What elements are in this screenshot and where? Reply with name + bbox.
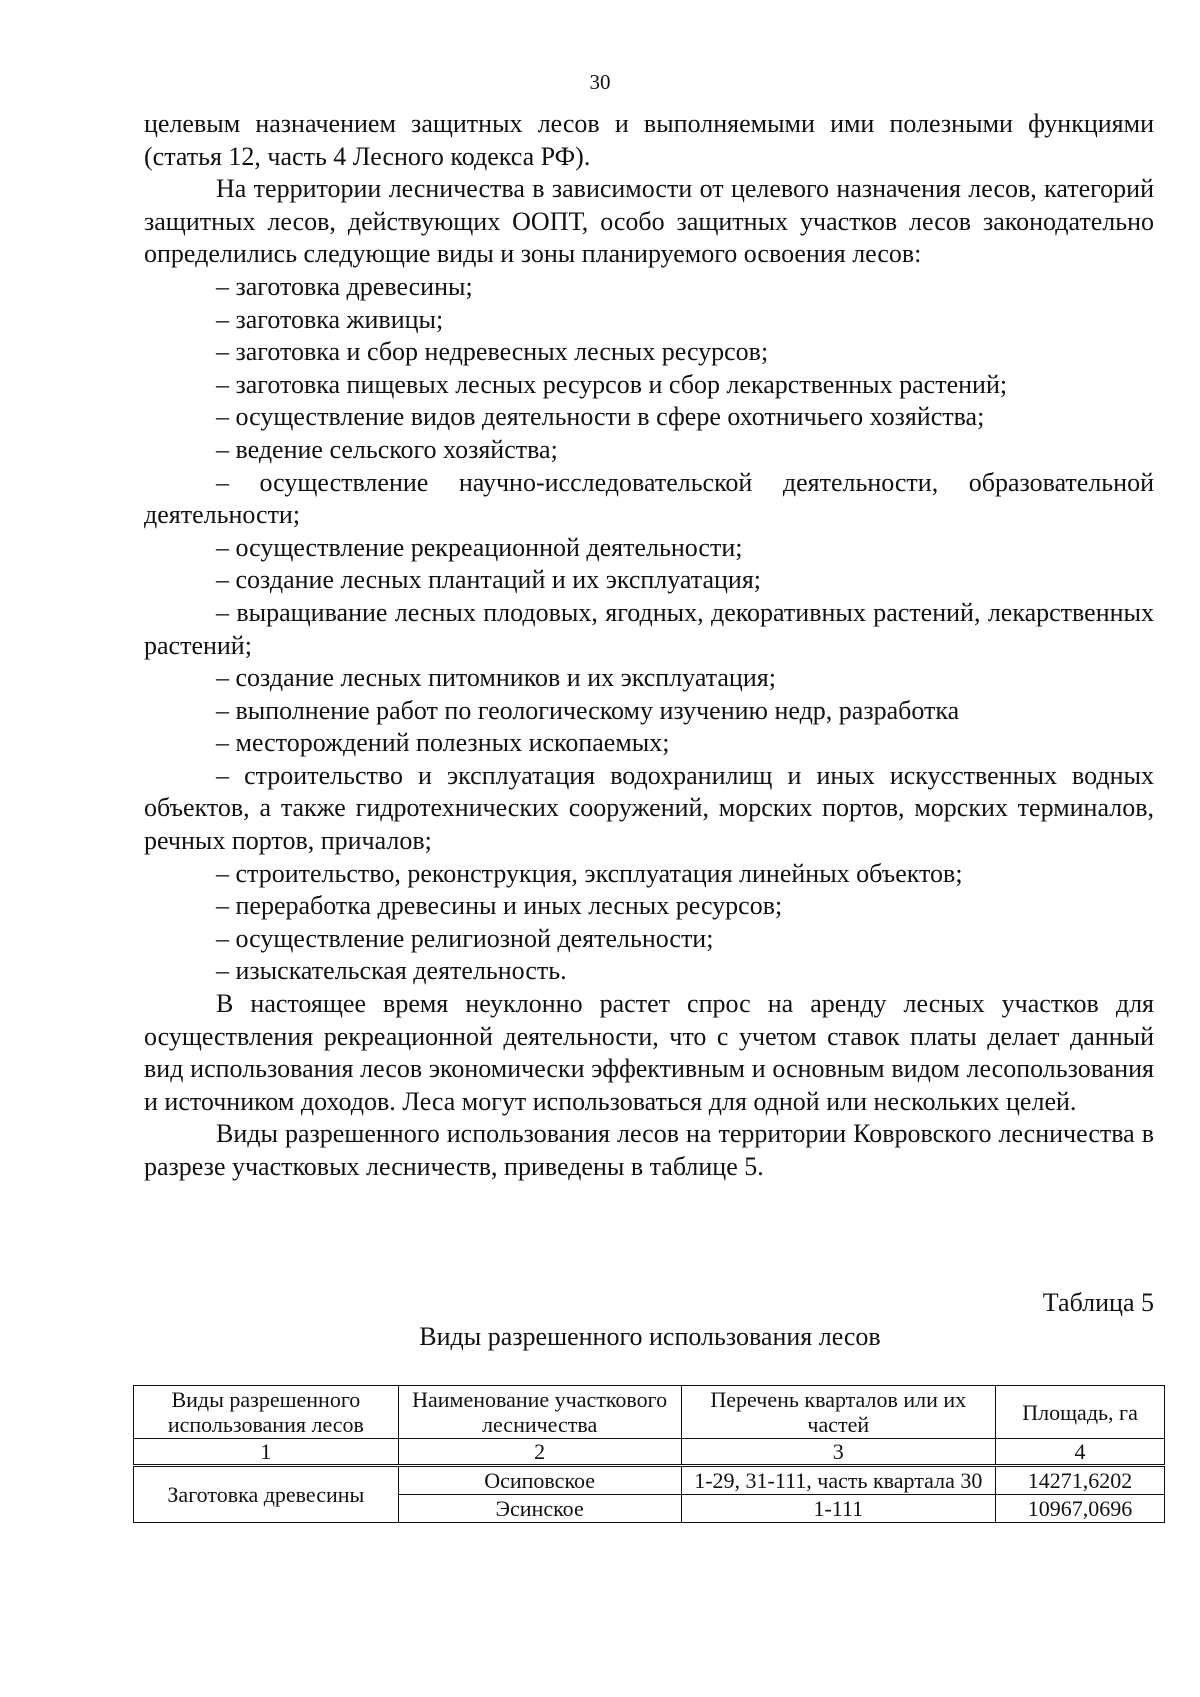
list-item: – месторождений полезных ископаемых; bbox=[216, 728, 670, 758]
cell-forestry: Эсинское bbox=[398, 1495, 681, 1523]
list-item: – осуществление научно-исследовательской деятельности, образовательной деятельности; bbox=[144, 467, 1154, 530]
paragraph-recreation: В настоящее время неуклонно растет спрос на аренду лесных участков для осуществления рекреационной деятельности, что с учетом ставок платы делает данный вид использования лесов экономически эффективным и основным видом лесопользования и источником доходов. Леса могут использоваться для одной или нескольких целей. bbox=[144, 989, 1154, 1116]
cell-quarters: 1-111 bbox=[681, 1495, 996, 1523]
header-use-type: Виды разрешенного использования лесов bbox=[134, 1386, 399, 1439]
list-item: – осуществление рекреационной деятельности; bbox=[216, 532, 743, 562]
list-item: – заготовка и сбор недревесных лесных ресурсов; bbox=[216, 337, 769, 367]
list-item: – заготовка пищевых лесных ресурсов и сбор лекарственных растений; bbox=[216, 369, 1008, 399]
header-forestry: Наименование участкового лесничества bbox=[398, 1386, 681, 1439]
list-item: – создание лесных питомников и их эксплуатация; bbox=[216, 663, 776, 693]
list-item: – переработка древесины и иных лесных ресурсов; bbox=[216, 891, 783, 921]
table-title: Виды разрешенного использования лесов bbox=[419, 1322, 881, 1351]
list-item: – осуществление религиозной деятельности; bbox=[216, 923, 714, 953]
document-body bbox=[144, 108, 1154, 1184]
paragraph-table-ref: Виды разрешенного использования лесов на территории Ковровского лесничества в разрезе участковых лесничеств, приведены в таблице 5. bbox=[144, 1119, 1154, 1181]
column-number: 3 bbox=[681, 1439, 996, 1466]
cell-area: 14271,6202 bbox=[996, 1466, 1165, 1495]
list-item: – создание лесных плантаций и их эксплуатация; bbox=[216, 565, 762, 595]
table-row bbox=[134, 1466, 1165, 1495]
list-item: – строительство, реконструкция, эксплуатация линейных объектов; bbox=[216, 858, 963, 888]
paragraph-territory: На территории лесничества в зависимости от целевого назначения лесов, категорий защитных лесов, действующих ООПТ, особо защитных участков лесов законодательно определились следующие виды и зоны планируемого освоения лесов: bbox=[144, 174, 1154, 269]
page-number: 30 bbox=[589, 70, 611, 94]
cell-forestry: Осиповское bbox=[398, 1466, 681, 1495]
list-item: – осуществление видов деятельности в сфере охотничьего хозяйства; bbox=[216, 402, 985, 432]
cell-area: 10967,0696 bbox=[996, 1495, 1165, 1523]
list-item: – ведение сельского хозяйства; bbox=[216, 434, 558, 464]
forest-use-table bbox=[133, 1385, 1165, 1523]
column-number: 4 bbox=[996, 1439, 1165, 1466]
group-label: Заготовка древесины bbox=[134, 1466, 399, 1523]
list-item: – выполнение работ по геологическому изучению недр, разработка bbox=[216, 695, 960, 725]
header-area: Площадь, га bbox=[996, 1386, 1165, 1439]
header-quarters: Перечень кварталов или их частей bbox=[681, 1386, 996, 1439]
table-column-numbers bbox=[134, 1439, 1165, 1466]
column-number: 2 bbox=[398, 1439, 681, 1466]
list-item: – изыскательская деятельность. bbox=[216, 956, 567, 986]
column-number: 1 bbox=[134, 1439, 399, 1466]
list-item: – заготовка древесины; bbox=[216, 271, 473, 301]
list-item: – заготовка живицы; bbox=[216, 304, 444, 334]
list-item: – строительство и эксплуатация водохранилищ и иных искусственных водных объектов, а также гидротехнических сооружений, морских портов, морских терминалов, речных портов, причалов; bbox=[144, 760, 1154, 856]
table-label: Таблица 5 bbox=[1042, 1288, 1154, 1317]
paragraph-intro: целевым назначением защитных лесов и выполняемыми ими полезными функциями (статья 12, часть 4 Лесного кодекса РФ). bbox=[144, 109, 1154, 171]
table-header-row bbox=[134, 1386, 1165, 1439]
cell-quarters: 1-29, 31-111, часть квартала 30 bbox=[681, 1466, 996, 1495]
list-item: – выращивание лесных плодовых, ягодных, декоративных растений, лекарственных растений; bbox=[144, 597, 1154, 660]
